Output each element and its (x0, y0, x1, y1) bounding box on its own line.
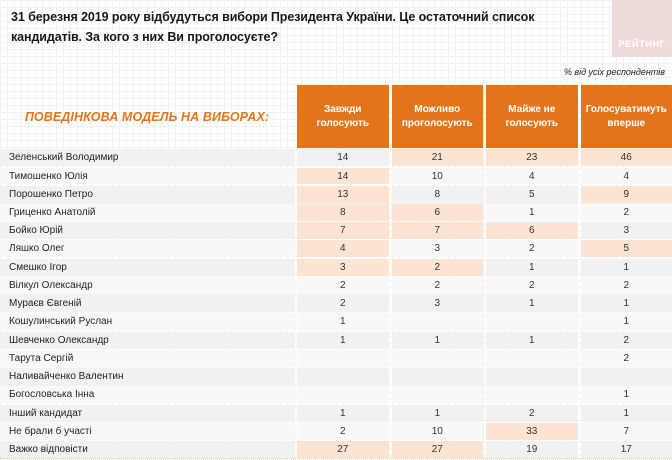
value-cell: 2 (486, 277, 578, 294)
value-cell: 2 (581, 350, 672, 367)
value-cell (581, 368, 672, 385)
candidate-name: Зеленський Володимир (0, 149, 294, 166)
candidate-name: Кошулинський Руслан (0, 313, 294, 330)
value-cell: 21 (392, 149, 484, 166)
value-cell: 2 (297, 423, 389, 440)
value-cell: 8 (297, 204, 389, 221)
value-cell: 2 (486, 240, 578, 257)
value-cell: 1 (486, 204, 578, 221)
value-cell: 3 (392, 295, 484, 312)
value-cell (392, 368, 484, 385)
candidate-name: Вілкул Олександр (0, 277, 294, 294)
candidate-name: Мураєв Євгеній (0, 295, 294, 312)
value-cell: 4 (297, 240, 389, 257)
column-header-always-vote: Завжди голосують (297, 85, 389, 148)
value-cell: 23 (486, 149, 578, 166)
value-cell: 6 (486, 222, 578, 239)
value-cell: 10 (392, 168, 484, 185)
value-cell (486, 313, 578, 330)
value-cell (297, 386, 389, 403)
value-cell: 1 (581, 313, 672, 330)
candidate-name: Важко відповісти (0, 441, 294, 458)
value-cell: 1 (297, 405, 389, 422)
results-table (0, 85, 672, 459)
value-cell: 7 (297, 222, 389, 239)
value-cell: 2 (297, 295, 389, 312)
candidate-name: Тимошенко Юлія (0, 168, 294, 185)
value-cell (392, 313, 484, 330)
rating-logo (612, 0, 672, 57)
candidate-name: Гриценко Анатолій (0, 204, 294, 221)
value-cell (486, 368, 578, 385)
value-cell: 1 (486, 295, 578, 312)
candidate-name: Смешко Ігор (0, 259, 294, 276)
value-cell (392, 386, 484, 403)
value-cell: 2 (581, 277, 672, 294)
value-cell: 2 (392, 259, 484, 276)
value-cell: 46 (581, 149, 672, 166)
value-cell: 3 (297, 259, 389, 276)
value-cell: 5 (581, 240, 672, 257)
row-group-header-cell (0, 85, 294, 148)
candidate-name: Наливайченко Валентин (0, 368, 294, 385)
value-cell: 2 (392, 277, 484, 294)
value-cell: 1 (297, 313, 389, 330)
value-cell: 13 (297, 186, 389, 203)
value-cell: 1 (581, 386, 672, 403)
value-cell: 9 (581, 186, 672, 203)
value-cell: 14 (297, 149, 389, 166)
value-cell: 1 (392, 332, 484, 349)
value-cell: 2 (581, 204, 672, 221)
value-cell: 2 (297, 277, 389, 294)
value-cell: 7 (392, 222, 484, 239)
value-cell: 27 (297, 441, 389, 458)
value-cell: 4 (581, 168, 672, 185)
value-cell: 3 (392, 240, 484, 257)
value-cell: 3 (581, 222, 672, 239)
value-cell: 33 (486, 423, 578, 440)
row-group-label: ПОВЕДІНКОВА МОДЕЛЬ НА ВИБОРАХ: (24, 109, 270, 124)
candidate-name: Порошенко Петро (0, 186, 294, 203)
value-cell: 1 (392, 405, 484, 422)
value-cell: 14 (297, 168, 389, 185)
candidate-name: Бойко Юрій (0, 222, 294, 239)
value-cell: 6 (392, 204, 484, 221)
value-cell: 1 (486, 332, 578, 349)
value-cell: 5 (486, 186, 578, 203)
column-header-first-time-vote: Голосуватимуть вперше (581, 85, 672, 148)
column-header-almost-never-vote: Майже не голосують (486, 85, 578, 148)
value-cell: 1 (581, 259, 672, 276)
candidate-name: Не брали б участі (0, 423, 294, 440)
candidate-name: Тарута Сергій (0, 350, 294, 367)
value-cell: 1 (581, 405, 672, 422)
value-cell: 1 (581, 295, 672, 312)
respondents-note: % від усіх респондентів (563, 67, 665, 77)
value-cell (297, 350, 389, 367)
value-cell (392, 350, 484, 367)
value-cell: 1 (486, 259, 578, 276)
value-cell: 7 (581, 423, 672, 440)
value-cell: 2 (486, 405, 578, 422)
value-cell: 8 (392, 186, 484, 203)
candidate-name: Шевченко Олександр (0, 332, 294, 349)
value-cell: 27 (392, 441, 484, 458)
value-cell: 2 (581, 332, 672, 349)
survey-question-title: 31 березня 2019 року відбудуться вибори Президента України. Це остаточний список кандидатів. За кого з них Ви проголосуєте? (11, 10, 535, 44)
candidate-name: Інший кандидат (0, 405, 294, 422)
candidate-name: Богословська Інна (0, 386, 294, 403)
rating-logo-text: РЕЙТИНГ (618, 39, 666, 50)
value-cell (297, 368, 389, 385)
value-cell: 4 (486, 168, 578, 185)
column-header-maybe-vote: Можливо проголосують (392, 85, 484, 148)
value-cell: 19 (486, 441, 578, 458)
value-cell: 1 (297, 332, 389, 349)
value-cell (486, 386, 578, 403)
value-cell: 10 (392, 423, 484, 440)
value-cell (486, 350, 578, 367)
value-cell: 17 (581, 441, 672, 458)
candidate-name: Ляшко Олег (0, 240, 294, 257)
